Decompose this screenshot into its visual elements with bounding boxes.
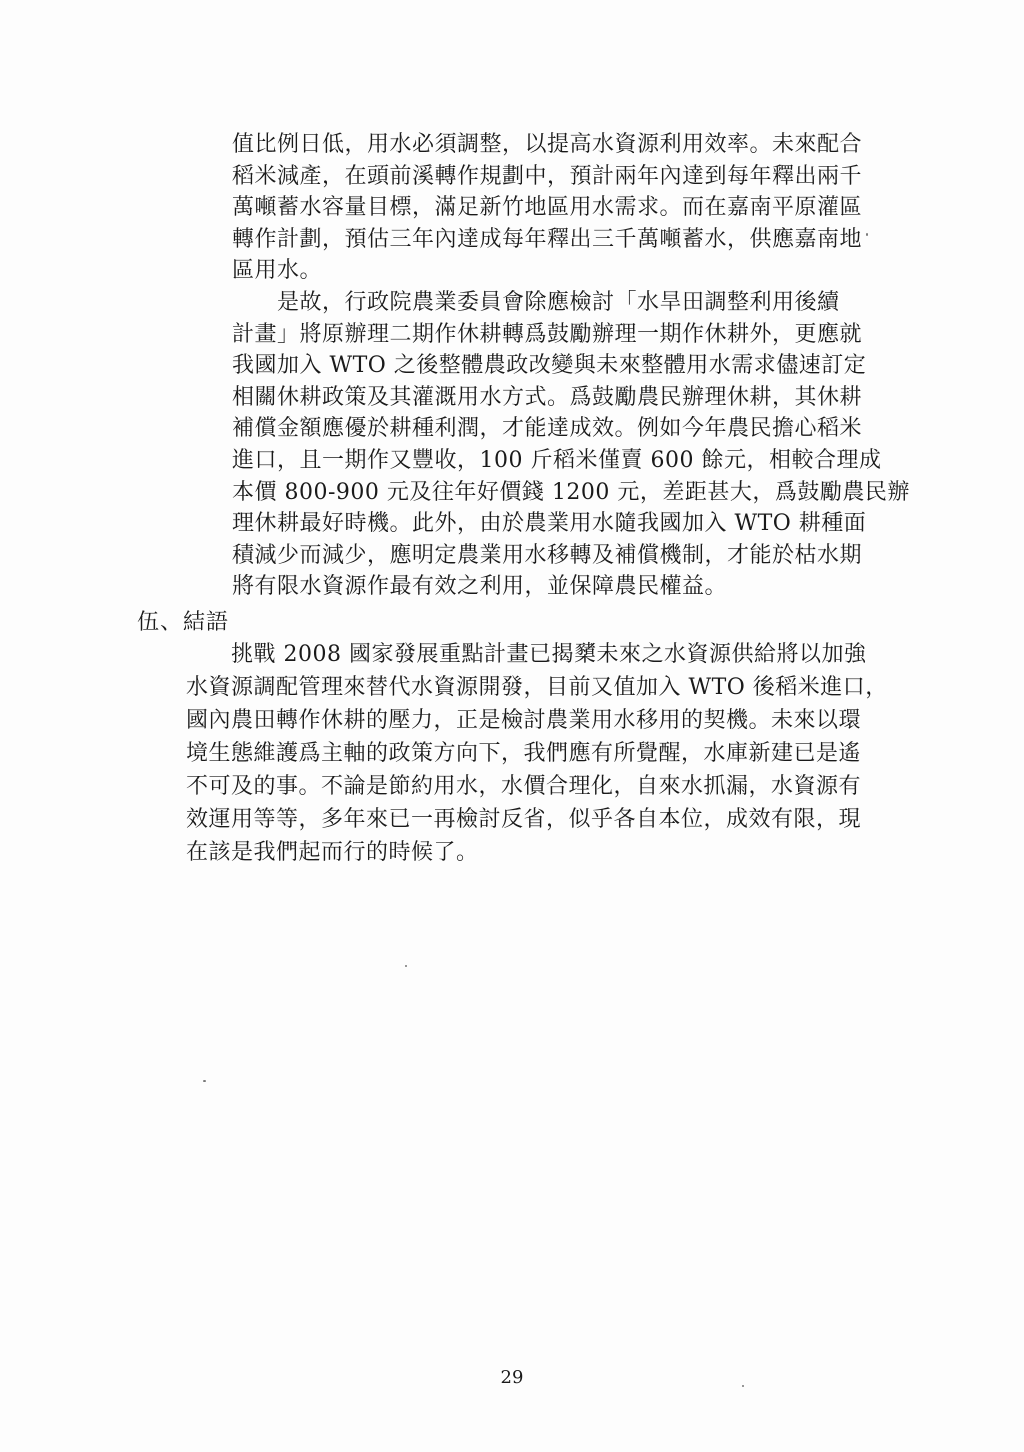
paragraph-line: 轉作計劃，預估三年內達成每年釋出三千萬噸蓄水，供應嘉南地 — [232, 226, 863, 252]
paragraph-line: 補償金額應優於耕種利潤，才能達成效。例如今年農民擔心稻米 — [232, 416, 863, 442]
paragraph-line: 境生態維護爲主軸的政策方向下，我們應有所覺醒，水庫新建已是遙 — [186, 741, 862, 766]
paragraph-line: 值比例日低，用水必須調整，以提高水資源利用效率。未來配合 — [232, 132, 863, 157]
page-number: 29 — [500, 1367, 524, 1388]
paragraph-line: 計畫」將原辦理二期作休耕轉爲鼓勵辦理一期作休耕外，更應就 — [232, 321, 863, 347]
paragraph-line: 國內農田轉作休耕的壓力，正是檢討農業用水移用的契機。未來以環 — [186, 708, 862, 733]
scan-speck — [742, 1385, 744, 1387]
paragraph-line: 積減少而減少，應明定農業用水移轉及補償機制，才能於枯水期 — [232, 542, 863, 568]
paragraph-line: 相關休耕政策及其灌溉用水方式。爲鼓勵農民辦理休耕，其休耕 — [232, 384, 863, 410]
paragraph-line: 稻米減產，在頭前溪轉作規劃中，預計兩年內達到每年釋出兩千 — [232, 163, 863, 189]
paragraph-line: 區用水。 — [232, 258, 323, 284]
paragraph-line: 效運用等等，多年來已一再檢討反省，似乎各自本位，成效有限，現 — [186, 807, 862, 832]
paragraph-line: 不可及的事。不論是節約用水，水價合理化，自來水抓漏，水資源有 — [186, 774, 862, 799]
paragraph-line: 萬噸蓄水容量目標，滿足新竹地區用水需求。而在嘉南平原灌區 — [232, 195, 863, 221]
paragraph-line: 是故，行政院農業委員會除應檢討「水旱田調整利用後續 — [232, 290, 840, 315]
section-heading-conclusion: 伍、結語 — [137, 610, 230, 635]
paragraph-line: 水資源調配管理來替代水資源開發，目前又值加入 WTO 後稻米進口， — [186, 675, 888, 700]
paragraph-line: 在該是我們起而行的時候了。 — [186, 840, 479, 865]
paragraph-line: 挑戰 2008 國家發展重點計畫已揭櫫未來之水資源供給將以加強 — [186, 642, 867, 667]
paragraph-line: 進口，且一期作又豐收，100 斤稻米僅賣 600 餘元，相較合理成 — [232, 448, 882, 473]
paragraph-line: 理休耕最好時機。此外，由於農業用水隨我國加入 WTO 耕種面 — [232, 511, 867, 537]
scan-speck — [405, 965, 407, 967]
paragraph-line: 將有限水資源作最有效之利用，並保障農民權益。 — [232, 574, 728, 600]
paragraph-line: 我國加入 WTO 之後整體農政改變與未來整體用水需求儘速訂定 — [232, 353, 867, 379]
scan-speck — [866, 233, 868, 236]
paragraph-line: 本價 800-900 元及往年好價錢 1200 元，差距甚大，爲鼓勵農民辦 — [232, 479, 910, 505]
scan-speck — [203, 1080, 206, 1082]
